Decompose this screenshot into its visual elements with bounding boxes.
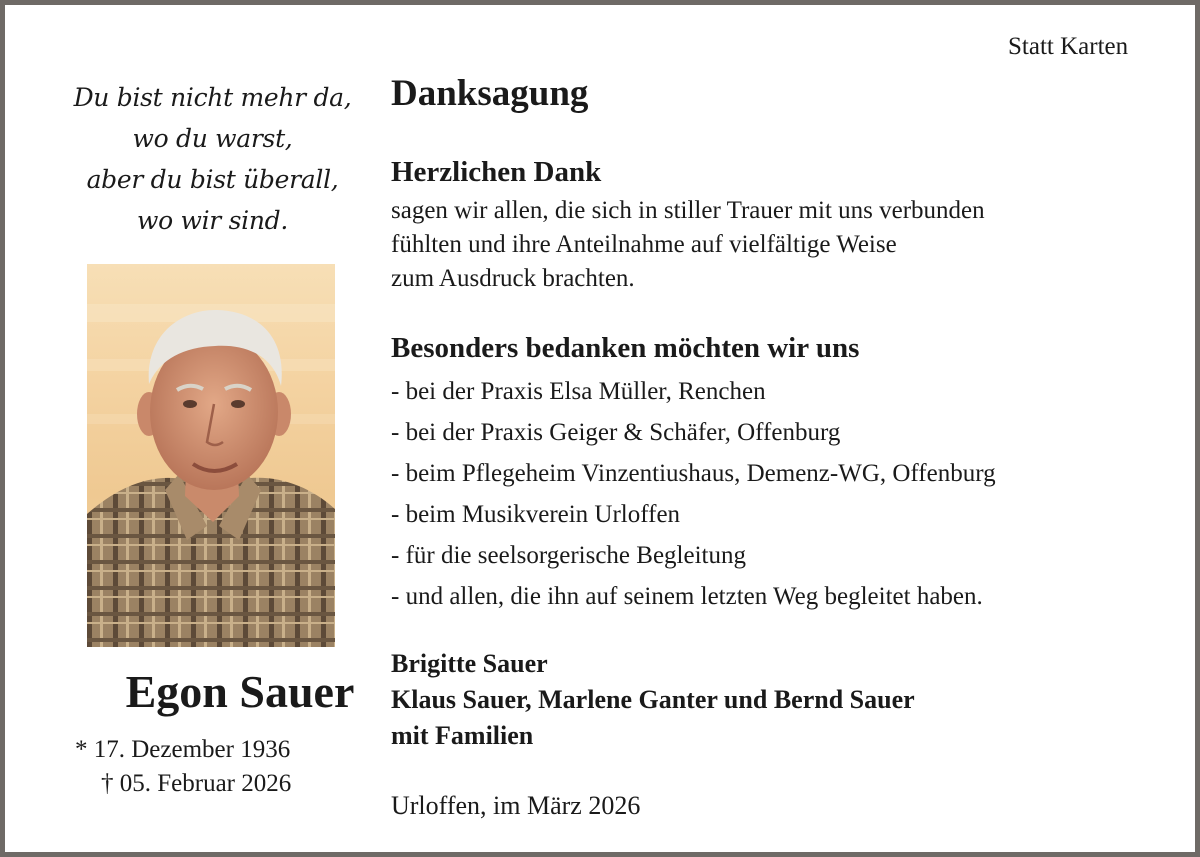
birth-date: * 17. Dezember 1936 bbox=[75, 736, 291, 763]
list-item: - beim Pflegeheim Vinzentiushaus, Demenz-WG, Offenburg bbox=[391, 460, 996, 487]
notice-title: Danksagung bbox=[391, 73, 589, 114]
list-item: - bei der Praxis Geiger & Schäfer, Offenburg bbox=[391, 419, 841, 446]
list-item: - bei der Praxis Elsa Müller, Renchen bbox=[391, 378, 766, 405]
thanks-text-line: zum Ausdruck brachten. bbox=[391, 265, 635, 292]
portrait-illustration bbox=[87, 264, 335, 647]
statt-karten-label: Statt Karten bbox=[1008, 33, 1129, 60]
place-date: Urloffen, im März 2026 bbox=[391, 791, 641, 820]
signature-line: Brigitte Sauer bbox=[391, 649, 548, 678]
portrait-photo bbox=[87, 264, 335, 647]
thanks-text-line: sagen wir allen, die sich in stiller Trauer mit uns verbunden bbox=[391, 197, 985, 224]
list-item: - und allen, die ihn auf seinem letzten Weg begleitet haben. bbox=[391, 583, 983, 610]
list-item: - beim Musikverein Urloffen bbox=[391, 501, 681, 528]
quote-line: aber du bist überall, bbox=[86, 165, 339, 194]
list-item: - für die seelsorgerische Begleitung bbox=[391, 542, 746, 569]
quote-line: Du bist nicht mehr da, bbox=[73, 83, 352, 112]
deceased-name: Egon Sauer bbox=[125, 666, 355, 717]
thanks-text-line: fühlten und ihre Anteilnahme auf vielfältige Weise bbox=[391, 231, 897, 258]
special-thanks-heading: Besonders bedanken möchten wir uns bbox=[391, 332, 860, 364]
thanks-heading: Herzlichen Dank bbox=[391, 156, 602, 188]
signature-line: Klaus Sauer, Marlene Ganter und Bernd Sauer bbox=[391, 685, 915, 714]
quote-line: wo du warst, bbox=[132, 124, 293, 153]
quote-line: wo wir sind. bbox=[137, 206, 288, 235]
death-date: † 05. Februar 2026 bbox=[101, 770, 292, 797]
special-thanks-list bbox=[391, 375, 996, 621]
signature-line: mit Familien bbox=[391, 721, 534, 750]
memorial-quote bbox=[35, 77, 390, 241]
